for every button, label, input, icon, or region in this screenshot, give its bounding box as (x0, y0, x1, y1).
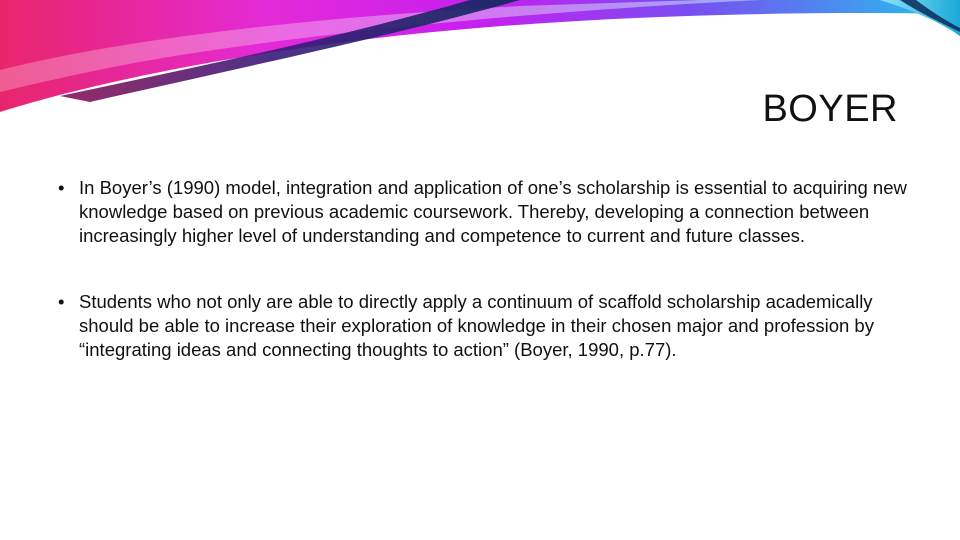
bullet-marker: • (58, 291, 65, 312)
bullet-item (58, 176, 908, 248)
bullet-item (58, 290, 908, 362)
bullet-text: In Boyer’s (1990) model, integration and application of one’s scholarship is essential to acquiring new knowledge based on previous academic coursework. Thereby, developing a connection between increasingly higher level of understanding and competence to current and future classes. (79, 177, 907, 246)
bullet-text: Students who not only are able to directly apply a continuum of scaffold scholarship academically should be able to increase their exploration of knowledge in their chosen major and profession by “integrating ideas and connecting thoughts to action” (Boyer, 1990, p.77). (79, 291, 874, 360)
bullet-marker: • (58, 177, 65, 198)
bullet-list (58, 176, 908, 362)
slide-title: BOYER (762, 88, 898, 130)
